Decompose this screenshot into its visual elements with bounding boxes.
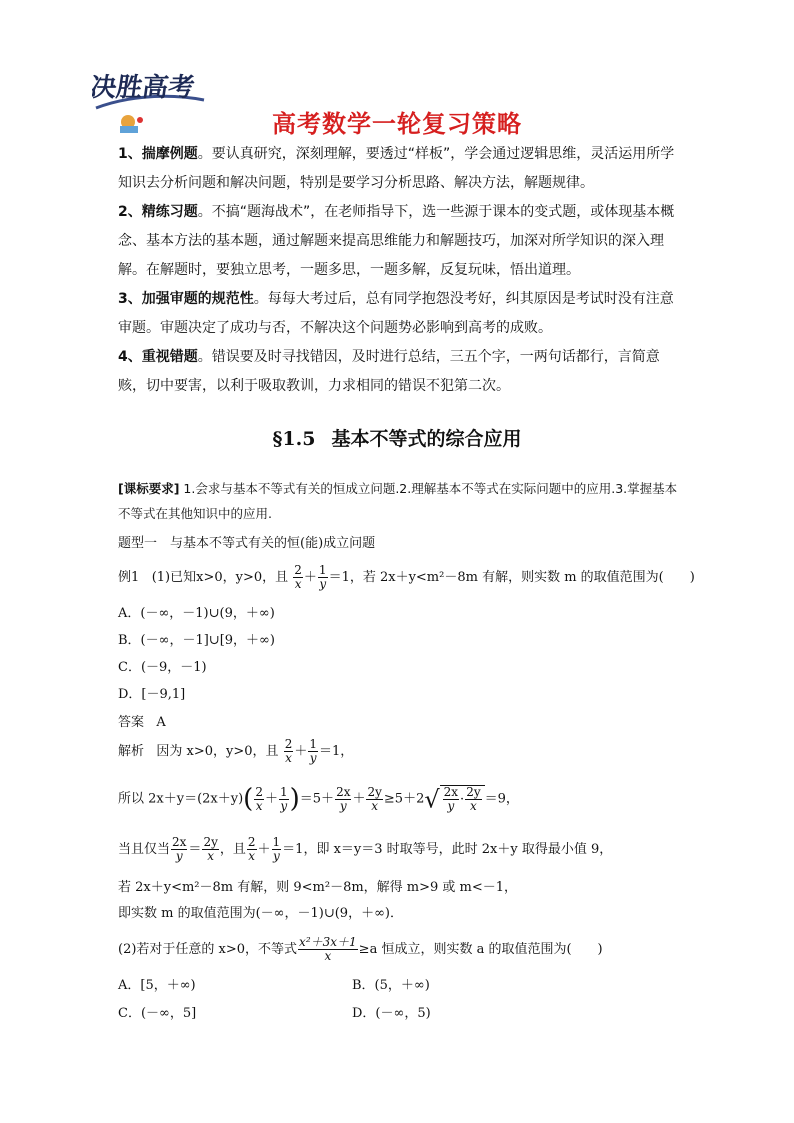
option-b: B．(－∞，－1]∪[9，＋∞): [118, 633, 275, 648]
option-d: D．[－9,1]: [118, 687, 186, 702]
option-d: D．(－∞，5): [352, 1006, 431, 1021]
analysis-label: 解析: [118, 744, 145, 759]
type-heading: 题型一 与基本不等式有关的恒(能)成立问题: [118, 536, 376, 551]
section-title: 基本不等式的综合应用: [331, 428, 522, 450]
tip-3: [118, 285, 678, 343]
requirements-text: 1.会求与基本不等式有关的恒成立问题.2.理解基本不等式在实际问题中的应用.3.掌握基本不等式在其他知识中的应用.: [118, 481, 678, 521]
fraction: $\frac{2}{x}$: [294, 563, 302, 591]
example-label: 例1: [118, 570, 140, 585]
tip-body: 。每每大考过后，总有同学抱怨没考好，纠其原因是考试时没有注意审题。审题决定了成功与否，不解决这个问题势必影响到高考的成败。: [118, 291, 674, 336]
fraction: $\frac{1}{y}$: [272, 835, 281, 863]
tip-2: [118, 198, 678, 285]
tip-4: [118, 343, 678, 401]
answer-label: 答案: [118, 715, 145, 730]
fraction: $\frac{2x}{y}$: [336, 784, 351, 813]
fraction: $\frac{1}{y}$: [309, 737, 317, 765]
tips-list: [118, 140, 678, 401]
fraction: $\frac{2}{x}$: [247, 835, 256, 863]
page-title: 高考数学一轮复习策略: [272, 110, 522, 138]
fraction: $\frac{2y}{x}$: [367, 784, 382, 813]
fraction: $\frac{2}{x}$: [284, 737, 293, 765]
example1-question1: 例1 (1)已知x>0，y>0，且 $\frac{2}{x}$ ＋ $\frac{1}{y}$ ＝1，若 2x＋y<m²－8m 有解，则实数 m 的取值范围为( ): [118, 563, 695, 591]
fraction: $\frac{2x}{y}$: [172, 835, 187, 863]
option-b: B．(5，＋∞): [352, 978, 430, 993]
tip-head: 2、精练习题: [118, 204, 198, 220]
solution-line-4: 若 2x＋y<m²－8m 有解，则 9<m²－8m，解得 m>9 或 m<－1，: [118, 880, 518, 895]
fraction: $\frac{1}{y}$: [279, 784, 288, 813]
tip-head: 3、加强审题的规范性: [118, 291, 254, 307]
section-heading: [0, 424, 794, 451]
example1-question2: (2)若对于任意的 x>0，不等式 $\frac{\text{x²＋3x＋1}}{x}$ ≥a 恒成立，则实数 a 的取值范围为( ): [118, 935, 603, 963]
fraction: $\frac{1}{y}$: [318, 563, 327, 591]
q1-cond: x>0，y>0，且: [196, 570, 289, 585]
solution-line-5: 即实数 m 的取值范围为(－∞，－1)∪(9，＋∞)．: [118, 906, 403, 921]
requirements: [118, 476, 683, 526]
section-number: §1.5: [272, 428, 316, 450]
fraction: $\frac{\text{x²＋3x＋1}}{x}$: [299, 935, 357, 963]
fraction: $\frac{2}{x}$: [255, 784, 263, 813]
answer-line: [118, 711, 166, 730]
option-a: A．(－∞，－1)∪(9，＋∞): [118, 606, 275, 621]
sqrt-expression: √ $\frac{2x}{y}$ · $\frac{2y}{x}$: [424, 785, 484, 814]
tip-1: [118, 140, 678, 198]
q1-prefix: (1)已知: [151, 570, 197, 585]
logo-text: 决胜高考: [92, 73, 197, 103]
requirements-tag: [课标要求]: [118, 481, 180, 496]
q1-eq: ＝1，若 2x＋y<m²－8m 有解，则实数 m 的取值范围为( ): [328, 570, 695, 585]
option-a: A．[5，＋∞): [118, 978, 196, 993]
tip-body: 。不搞“题海战术”，在老师指导下，选一些源于课本的变式题，或体现基本概念、基本方法的基本题，通过解题来提高思维能力和解题技巧，加深对所学知识的深入理解。在解题时，要独立思考，一题多思，一题多解，反复玩味，悟出道理。: [118, 204, 675, 278]
solution-line-1: 解析 因为 x>0，y>0，且 $\frac{2}{x}$ ＋ $\frac{1}{y}$ ＝1，: [118, 737, 354, 765]
tip-head: 4、重视错题: [118, 349, 198, 365]
tip-body: 。错误要及时寻找错因，及时进行总结，三五个字，一两句话都行，言简意赅，切中要害，以利于吸取教训，力求相同的错误不犯第二次。: [118, 349, 660, 394]
option-c: C．(－∞，5]: [118, 1006, 197, 1021]
tip-body: 。要认真研究，深刻理解，要透过“样板”，学会通过逻辑思维，灵活运用所学知识去分析问题和解决问题，特别是要学习分析思路、解决方法，解题规律。: [118, 146, 675, 191]
solution-line-2: 所以 2x＋y＝(2x＋y)( $\frac{2}{x}$ ＋ $\frac{1}{y}$ )＝5＋ $\frac{2x}{y}$ ＋ $\frac{2y}{x}$ ≥5＋2√ $\frac{2x}{y}$ · $\frac{2y}{x}$ ＝9，: [118, 784, 519, 814]
fraction: $\frac{2y}{x}$: [203, 835, 218, 863]
solution-line-3: 当且仅当 $\frac{2x}{y}$ ＝ $\frac{2y}{x}$ ，且 $\frac{2}{x}$ ＋ $\frac{1}{y}$ ＝1，即 x＝y＝3 时取等号，此时 2x＋y 取得最小值 9，: [118, 835, 613, 863]
tip-head: 1、揣摩例题: [118, 146, 198, 162]
option-c: C．(－9，－1): [118, 660, 207, 675]
answer-value: A: [156, 715, 166, 730]
